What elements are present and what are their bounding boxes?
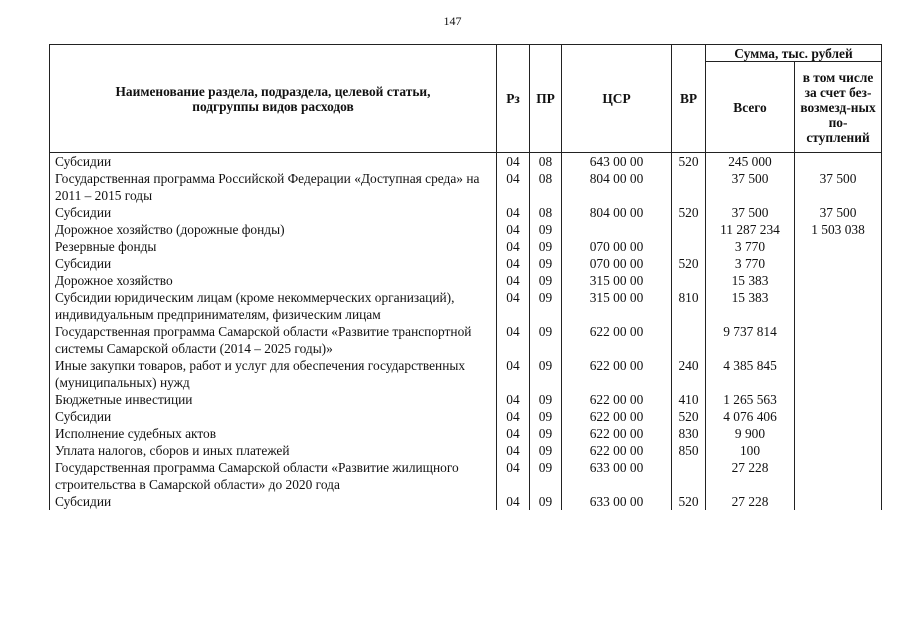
cell-pr: 09 [530, 425, 562, 442]
cell-csr: 315 00 00 [562, 289, 672, 323]
cell-csr: 622 00 00 [562, 442, 672, 459]
cell-rz: 04 [497, 238, 530, 255]
cell-vr [672, 238, 706, 255]
cell-vr [672, 459, 706, 493]
table-row [50, 391, 882, 408]
cell-pr: 09 [530, 408, 562, 425]
cell-total: 3 770 [706, 238, 795, 255]
header-name: Наименование раздела, подраздела, целевой статьи, подгруппы видов расходов [50, 45, 497, 153]
cell-vr: 520 [672, 204, 706, 221]
cell-free [795, 323, 882, 357]
cell-pr: 09 [530, 357, 562, 391]
cell-name: Субсидии [50, 204, 497, 221]
cell-name: Государственная программа Самарской области «Развитие жилищного строительства в Самарской области» до 2020 года [50, 459, 497, 493]
cell-rz: 04 [497, 425, 530, 442]
cell-vr: 240 [672, 357, 706, 391]
cell-total: 11 287 234 [706, 221, 795, 238]
cell-name: Иные закупки товаров, работ и услуг для обеспечения государственных (муниципальных) нужд [50, 357, 497, 391]
cell-total: 37 500 [706, 204, 795, 221]
cell-vr: 410 [672, 391, 706, 408]
cell-name: Бюджетные инвестиции [50, 391, 497, 408]
cell-name: Исполнение судебных актов [50, 425, 497, 442]
table-row [50, 272, 882, 289]
cell-total: 27 228 [706, 493, 795, 510]
cell-pr: 09 [530, 255, 562, 272]
cell-csr: 643 00 00 [562, 153, 672, 171]
cell-rz: 04 [497, 442, 530, 459]
cell-vr: 520 [672, 408, 706, 425]
cell-vr: 850 [672, 442, 706, 459]
page-number: 147 [443, 14, 462, 28]
table-row [50, 153, 882, 171]
cell-csr: 633 00 00 [562, 493, 672, 510]
cell-name: Уплата налогов, сборов и иных платежей [50, 442, 497, 459]
cell-name: Субсидии [50, 153, 497, 171]
cell-name: Субсидии [50, 255, 497, 272]
cell-vr: 520 [672, 493, 706, 510]
cell-pr: 08 [530, 153, 562, 171]
table-row [50, 323, 882, 357]
table-row [50, 255, 882, 272]
cell-free [795, 442, 882, 459]
cell-pr: 09 [530, 391, 562, 408]
table-row [50, 289, 882, 323]
cell-csr: 622 00 00 [562, 391, 672, 408]
cell-free [795, 238, 882, 255]
cell-vr [672, 323, 706, 357]
cell-pr: 09 [530, 323, 562, 357]
cell-pr: 09 [530, 238, 562, 255]
cell-rz: 04 [497, 272, 530, 289]
cell-pr: 08 [530, 170, 562, 204]
table-row [50, 204, 882, 221]
cell-csr: 804 00 00 [562, 204, 672, 221]
cell-pr: 09 [530, 221, 562, 238]
cell-vr: 520 [672, 153, 706, 171]
cell-rz: 04 [497, 153, 530, 171]
table-row [50, 221, 882, 238]
cell-name: Субсидии юридическим лицам (кроме некоммерческих организаций), индивидуальным предпринимателям, физическим лицам [50, 289, 497, 323]
cell-name: Государственная программа Российской Федерации «Доступная среда» на 2011 – 2015 годы [50, 170, 497, 204]
header-sum-group: Сумма, тыс. рублей [706, 45, 882, 62]
cell-rz: 04 [497, 357, 530, 391]
cell-rz: 04 [497, 255, 530, 272]
table-row [50, 425, 882, 442]
cell-vr [672, 221, 706, 238]
cell-vr [672, 272, 706, 289]
cell-rz: 04 [497, 289, 530, 323]
table-row [50, 442, 882, 459]
cell-csr: 070 00 00 [562, 238, 672, 255]
cell-free [795, 493, 882, 510]
cell-name: Государственная программа Самарской области «Развитие транспортной системы Самарской области (2014 – 2025 годы)» [50, 323, 497, 357]
cell-csr: 315 00 00 [562, 272, 672, 289]
cell-free [795, 255, 882, 272]
cell-free [795, 391, 882, 408]
cell-free [795, 289, 882, 323]
cell-pr: 08 [530, 204, 562, 221]
cell-total: 4 076 406 [706, 408, 795, 425]
cell-vr: 520 [672, 255, 706, 272]
header-free: в том числе за счет без-возмезд-ных по-ступлений [795, 62, 882, 153]
cell-csr: 804 00 00 [562, 170, 672, 204]
table-row [50, 357, 882, 391]
cell-free [795, 272, 882, 289]
header-vr: ВР [672, 45, 706, 153]
table-row [50, 459, 882, 493]
cell-csr: 622 00 00 [562, 408, 672, 425]
cell-name: Дорожное хозяйство [50, 272, 497, 289]
cell-total: 15 383 [706, 289, 795, 323]
cell-free: 37 500 [795, 204, 882, 221]
cell-total: 4 385 845 [706, 357, 795, 391]
cell-csr: 622 00 00 [562, 357, 672, 391]
cell-csr: 633 00 00 [562, 459, 672, 493]
cell-rz: 04 [497, 391, 530, 408]
cell-free [795, 459, 882, 493]
cell-free [795, 425, 882, 442]
cell-total: 9 737 814 [706, 323, 795, 357]
cell-free: 1 503 038 [795, 221, 882, 238]
cell-name: Дорожное хозяйство (дорожные фонды) [50, 221, 497, 238]
cell-csr: 622 00 00 [562, 323, 672, 357]
cell-pr: 09 [530, 272, 562, 289]
table-row [50, 238, 882, 255]
header-total: Всего [706, 62, 795, 153]
cell-name: Субсидии [50, 493, 497, 510]
cell-pr: 09 [530, 459, 562, 493]
header-rz: Рз [497, 45, 530, 153]
cell-total: 100 [706, 442, 795, 459]
cell-pr: 09 [530, 289, 562, 323]
cell-pr: 09 [530, 442, 562, 459]
cell-rz: 04 [497, 323, 530, 357]
cell-name: Резервные фонды [50, 238, 497, 255]
cell-free: 37 500 [795, 170, 882, 204]
cell-csr: 070 00 00 [562, 255, 672, 272]
table-row [50, 170, 882, 204]
cell-vr [672, 170, 706, 204]
cell-csr: 622 00 00 [562, 425, 672, 442]
cell-rz: 04 [497, 221, 530, 238]
cell-total: 9 900 [706, 425, 795, 442]
cell-total: 15 383 [706, 272, 795, 289]
cell-vr: 830 [672, 425, 706, 442]
cell-pr: 09 [530, 493, 562, 510]
cell-name: Субсидии [50, 408, 497, 425]
header-csr: ЦСР [562, 45, 672, 153]
cell-total: 27 228 [706, 459, 795, 493]
cell-free [795, 153, 882, 171]
cell-rz: 04 [497, 204, 530, 221]
cell-csr [562, 221, 672, 238]
cell-total: 37 500 [706, 170, 795, 204]
cell-rz: 04 [497, 493, 530, 510]
cell-free [795, 357, 882, 391]
cell-total: 245 000 [706, 153, 795, 171]
table-row [50, 493, 882, 510]
cell-vr: 810 [672, 289, 706, 323]
cell-total: 3 770 [706, 255, 795, 272]
table-row [50, 408, 882, 425]
cell-rz: 04 [497, 170, 530, 204]
cell-rz: 04 [497, 408, 530, 425]
header-pr: ПР [530, 45, 562, 153]
cell-rz: 04 [497, 459, 530, 493]
cell-total: 1 265 563 [706, 391, 795, 408]
cell-free [795, 408, 882, 425]
budget-table [49, 44, 882, 510]
table-body [50, 153, 882, 511]
